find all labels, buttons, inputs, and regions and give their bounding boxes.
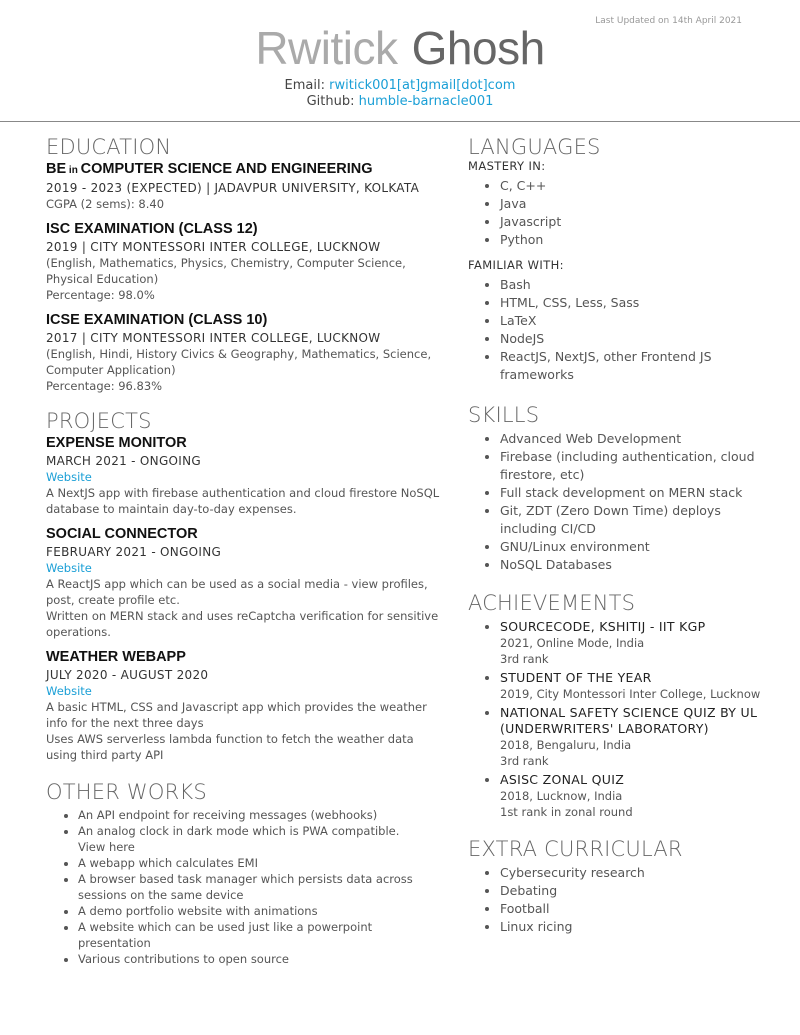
achievement-title: • NATIONAL SAFETY SCIENCE QUIZ BY UL (UNDERWRITERS' LABORATORY)	[500, 705, 758, 736]
project-entry	[46, 648, 446, 763]
entry-text: A ReactJS app which can be used as a social media - view profiles, post, create profile etc.	[46, 577, 428, 607]
entry-subtitle: 2019 - 2023 (EXPECTED) | JADAVPUR UNIVERSITY, KOLKATA	[46, 181, 420, 195]
achievement-detail: 2018, Bengaluru, India	[500, 738, 632, 752]
other-works-title: OTHER WORKS	[46, 780, 207, 804]
achievement-title: • STUDENT OF THE YEAR	[500, 670, 652, 685]
extra-curricular-list	[468, 864, 768, 936]
list-item: • NoSQL Databases	[500, 556, 768, 574]
skills-title: SKILLS	[468, 403, 540, 427]
list-item: • Linux ricing	[500, 918, 768, 936]
mastery-label: MASTERY IN:	[468, 159, 546, 173]
list-item: • ReactJS, NextJS, other Frontend JS frameworks	[500, 348, 768, 384]
list-item: • A browser based task manager which persists data across sessions on the same device	[78, 871, 446, 903]
list-item: • Java	[500, 195, 768, 213]
list-item: • Football	[500, 900, 768, 918]
view-here-link[interactable]: View here	[78, 840, 135, 854]
github-link[interactable]: humble-barnacle001	[358, 94, 494, 109]
list-item: • A webapp which calculates EMI	[78, 855, 446, 871]
achievement-title: • SOURCECODE, KSHITIJ - IIT KGP	[500, 619, 706, 634]
list-item: • Firebase (including authentication, cloud firestore, etc)	[500, 448, 768, 484]
first-name: Rwitick	[255, 22, 398, 74]
entry-title: WEATHER WEBAPP	[46, 649, 186, 665]
list-item: • Git, ZDT (Zero Down Time) deploys including CI/CD	[500, 502, 768, 538]
skills-list	[468, 430, 768, 574]
entry-subtitle: MARCH 2021 - ONGOING	[46, 454, 201, 468]
entry-subtitle: 2017 | CITY MONTESSORI INTER COLLEGE, LUCKNOW	[46, 331, 381, 345]
achievement-detail: 2019, City Montessori Inter College, Lucknow	[500, 687, 761, 701]
website-link[interactable]: Website	[46, 684, 92, 698]
achievement-item	[500, 704, 768, 769]
entry-text: (English, Mathematics, Physics, Chemistry, Computer Science, Physical Education)	[46, 256, 406, 286]
familiar-label: FAMILIAR WITH:	[468, 258, 564, 272]
entry-text: Written on MERN stack and uses reCaptcha verification for sensitive operations.	[46, 609, 439, 639]
list-item: • NodeJS	[500, 330, 768, 348]
list-item: • Advanced Web Development	[500, 430, 768, 448]
achievement-detail: 3rd rank	[500, 652, 549, 666]
entry-title: ICSE EXAMINATION (CLASS 10)	[46, 312, 268, 328]
extra-curricular-title: EXTRA CURRICULAR	[468, 837, 683, 861]
website-link[interactable]: Website	[46, 470, 92, 484]
list-item: • Various contributions to open source	[78, 951, 446, 967]
list-item: • An API endpoint for receiving messages (webhooks)	[78, 807, 446, 823]
achievement-item	[500, 669, 768, 702]
list-item: • Full stack development on MERN stack	[500, 484, 768, 502]
entry-text: CGPA (2 sems): 8.40	[46, 197, 165, 211]
website-link[interactable]: Website	[46, 561, 92, 575]
familiar-list	[468, 276, 768, 384]
achievements-title: ACHIEVEMENTS	[468, 591, 636, 615]
list-item: • Cybersecurity research	[500, 864, 768, 882]
github-label: Github:	[306, 94, 355, 109]
mastery-list	[468, 177, 768, 249]
list-item: • Bash	[500, 276, 768, 294]
entry-text: Percentage: 96.83%	[46, 379, 163, 393]
achievement-item	[500, 771, 768, 820]
achievement-title: • ASISC ZONAL QUIZ	[500, 772, 625, 787]
list-item: • HTML, CSS, Less, Sass	[500, 294, 768, 312]
languages-title: LANGUAGES	[468, 135, 601, 159]
entry-title: EXPENSE MONITOR	[46, 435, 187, 451]
name-heading	[0, 22, 800, 74]
entry-subtitle: FEBRUARY 2021 - ONGOING	[46, 545, 222, 559]
entry-title: ISC EXAMINATION (CLASS 12)	[46, 221, 258, 237]
list-item: • GNU/Linux environment	[500, 538, 768, 556]
project-entry	[46, 434, 446, 517]
education-title: EDUCATION	[46, 135, 172, 159]
achievements-list	[468, 618, 768, 820]
list-item: • LaTeX	[500, 312, 768, 330]
other-works-list	[46, 807, 446, 967]
entry-text: A NextJS app with firebase authentication and cloud firestore NoSQL database to maintain day-to-day expenses.	[46, 486, 440, 516]
email-link[interactable]: rwitick001[at]gmail[dot]com	[329, 78, 516, 93]
list-item: • C, C++	[500, 177, 768, 195]
projects-title: PROJECTS	[46, 409, 152, 433]
list-item: • Python	[500, 231, 768, 249]
email-label: Email:	[284, 78, 325, 93]
entry-text: A basic HTML, CSS and Javascript app which provides the weather info for the next three days	[46, 700, 427, 730]
last-updated: Last Updated on 14th April 2021	[595, 16, 742, 26]
list-item: • Debating	[500, 882, 768, 900]
left-column	[46, 132, 446, 967]
entry-text: Percentage: 98.0%	[46, 288, 155, 302]
achievement-item	[500, 618, 768, 667]
entry-title: BE in COMPUTER SCIENCE AND ENGINEERING	[46, 161, 373, 177]
achievement-detail: 2018, Lucknow, India	[500, 789, 623, 803]
list-item: • A website which can be used just like a powerpoint presentation	[78, 919, 446, 951]
project-entry	[46, 525, 446, 640]
contact-info	[0, 78, 800, 110]
entry-text: (English, Hindi, History Civics & Geography, Mathematics, Science, Computer Application)	[46, 347, 432, 377]
last-name: Ghosh	[411, 22, 545, 74]
right-column	[468, 132, 768, 936]
entry-subtitle: JULY 2020 - AUGUST 2020	[46, 668, 209, 682]
entry-subtitle: 2019 | CITY MONTESSORI INTER COLLEGE, LUCKNOW	[46, 240, 381, 254]
header-divider	[0, 121, 800, 122]
list-item: • An analog clock in dark mode which is PWA compatible. View here	[78, 823, 446, 855]
entry-text: Uses AWS serverless lambda function to fetch the weather data using third party API	[46, 732, 414, 762]
education-entry	[46, 220, 446, 303]
achievement-detail: 2021, Online Mode, India	[500, 636, 645, 650]
entry-title: SOCIAL CONNECTOR	[46, 526, 198, 542]
list-item: • Javascript	[500, 213, 768, 231]
education-entry	[46, 311, 446, 394]
achievement-detail: 3rd rank	[500, 754, 549, 768]
education-entry	[46, 160, 446, 212]
achievement-detail: 1st rank in zonal round	[500, 805, 633, 819]
list-item: • A demo portfolio website with animations	[78, 903, 446, 919]
